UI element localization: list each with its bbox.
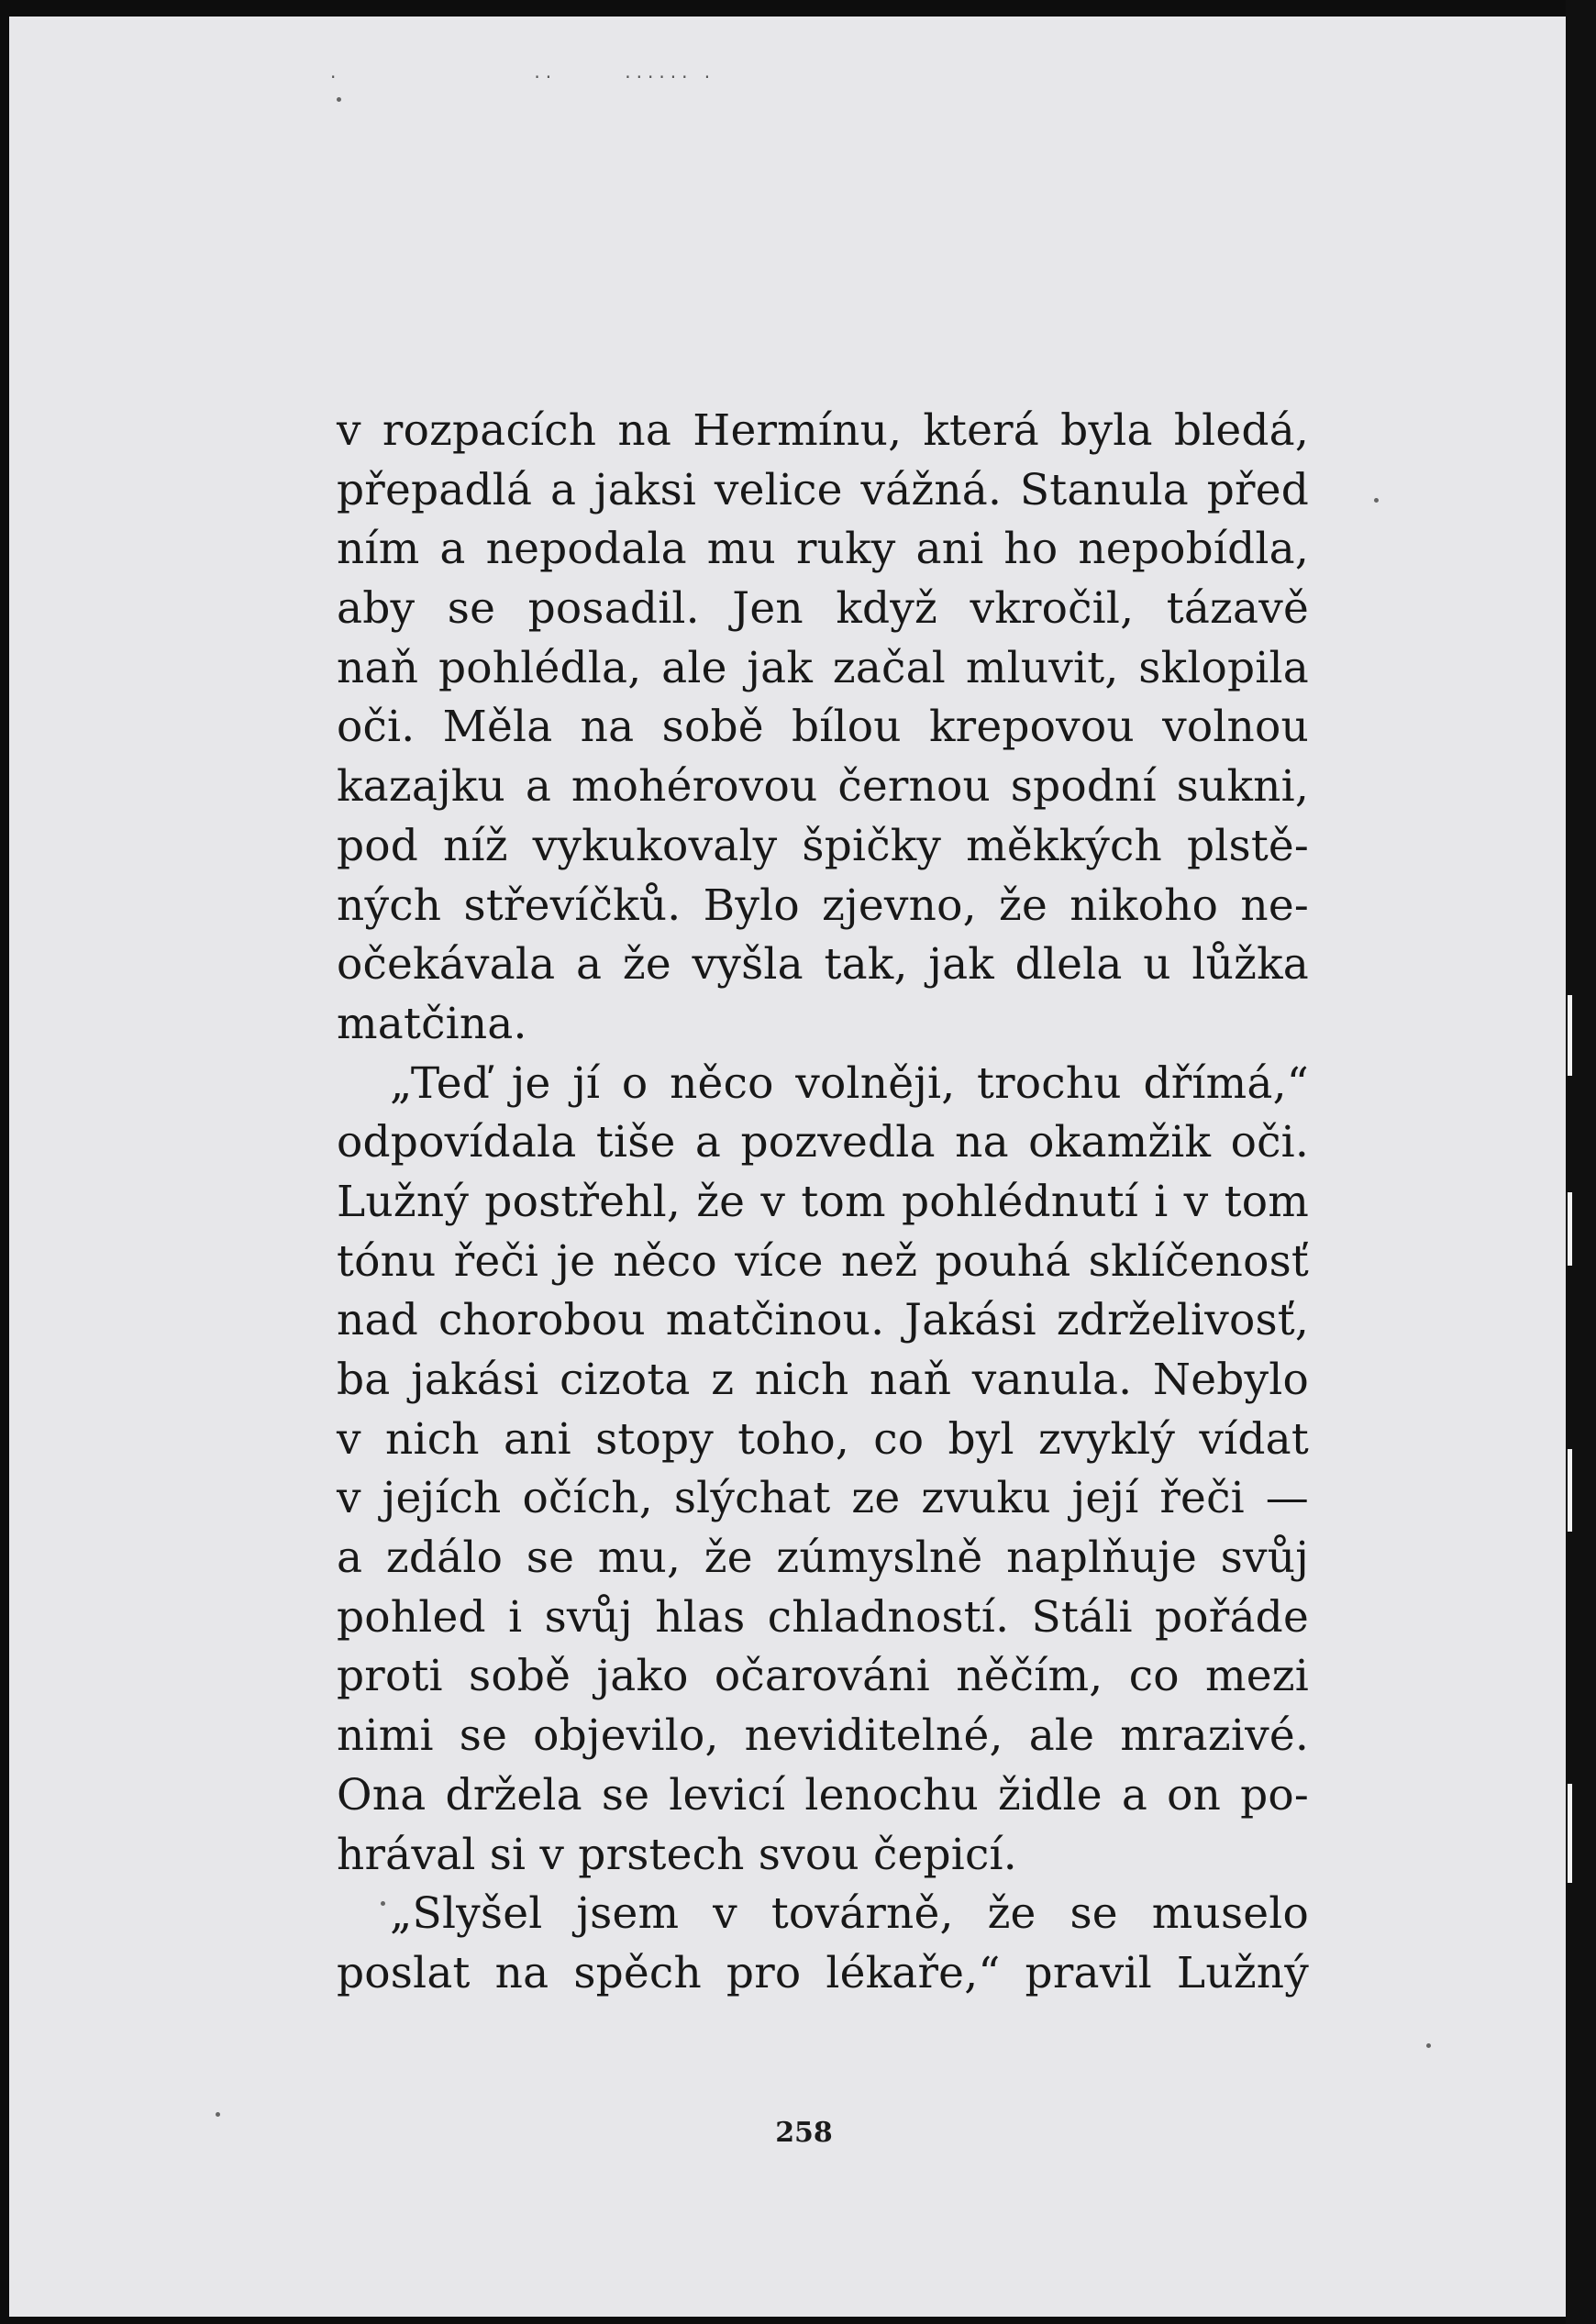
scan-speck xyxy=(337,97,341,102)
text-line: v jejích očích, slýchat ze zvuku její řeči — xyxy=(337,1473,1309,1524)
scan-edge-mark xyxy=(1568,995,1572,1076)
text-line: proti sobě jako očarováni něčím, co mezi xyxy=(337,1651,1309,1702)
text-line: „Teď je jí o něco volněji, trochu dřímá,“ xyxy=(390,1057,1309,1109)
text-line: pod níž vykukovaly špičky měkkých plstě- xyxy=(337,820,1309,871)
text-line: hrával si v prstech svou čepicí. xyxy=(337,1829,1017,1880)
text-line: „Slyšel jsem v továrně, že se muselo xyxy=(390,1888,1309,1940)
text-line: očekávala a že vyšla tak, jak dlela u lůžka xyxy=(337,939,1309,990)
text-line: tónu řeči je něco více než pouhá sklíčenosť xyxy=(337,1235,1309,1287)
page-number: 258 xyxy=(775,2117,833,2149)
text-line: Ona držela se levicí lenochu židle a on po- xyxy=(337,1769,1309,1820)
text-line: Lužný postřehl, že v tom pohlédnutí i v tom xyxy=(337,1176,1309,1227)
scan-edge xyxy=(1566,0,1596,2324)
text-line: oči. Měla na sobě bílou krepovou volnou xyxy=(337,702,1309,753)
text-line: poslat na spěch pro lékaře,“ pravil Lužný xyxy=(337,1947,1309,1998)
scan-edge-mark xyxy=(1568,1784,1572,1883)
text-line: a zdálo se mu, že zúmyslně naplňuje svůj xyxy=(337,1533,1309,1584)
text-line: ním a nepodala mu ruky ani ho nepobídla, xyxy=(337,524,1309,575)
text-line: kazajku a mohérovou černou spodní sukni, xyxy=(337,761,1309,813)
text-line: nimi se objevilo, neviditelné, ale mrazivé. xyxy=(337,1710,1309,1762)
scan-edge-mark xyxy=(1568,1192,1572,1266)
text-line: v rozpacích na Hermínu, která byla bledá, xyxy=(337,405,1309,456)
text-line: naň pohlédla, ale jak začal mluvit, sklopila xyxy=(337,642,1309,693)
text-line: přepadlá a jaksi velice vážná. Stanula před xyxy=(337,464,1309,515)
scan-specks: · ·· ······ · xyxy=(330,66,716,88)
scan-speck xyxy=(1374,498,1379,503)
text-line: ných střevíčků. Bylo zjevno, že nikoho ne- xyxy=(337,880,1309,931)
text-line: ba jakási cizota z nich naň vanula. Nebylo xyxy=(337,1355,1309,1405)
text-line: aby se posadil. Jen když vkročil, tázavě xyxy=(337,583,1309,635)
text-line: odpovídala tiše a pozvedla na okamžik oči. xyxy=(337,1117,1309,1168)
text-line: matčina. xyxy=(337,998,527,1049)
body-text xyxy=(337,402,1309,2004)
scan-speck xyxy=(1426,2043,1431,2048)
text-line: pohled i svůj hlas chladností. Stáli pořáde xyxy=(337,1591,1309,1643)
text-line: nad chorobou matčinou. Jakási zdrželivosť, xyxy=(337,1295,1309,1346)
book-page xyxy=(9,17,1566,2317)
scan-edge-mark xyxy=(1568,1449,1572,1532)
text-line: v nich ani stopy toho, co byl zvyklý vídat xyxy=(337,1413,1309,1465)
